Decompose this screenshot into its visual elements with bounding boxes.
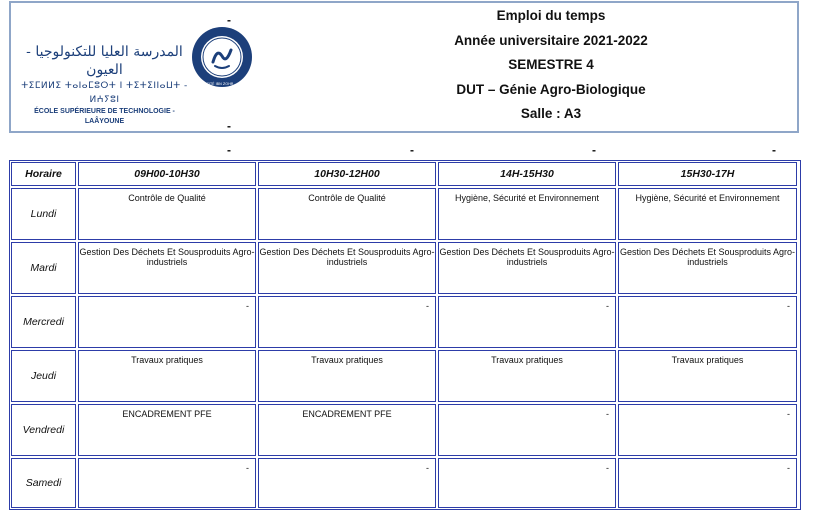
empty-slot — [438, 296, 616, 348]
dash-mark: - — [410, 143, 414, 157]
logo-tifinagh: ⵜⵉⵎⵍⵍⵉ ⵜⴰⵏⴰⵎⵓⵔⵜ ⵏ ⵜⵉⵜⵉⵏⵏⴰⵡⵜ - ⵍⵄⵢⵓⵏ — [21, 81, 188, 105]
slot-header: 10H30-12H00 — [258, 162, 436, 186]
course-slot: Travaux pratiques — [258, 350, 436, 402]
header-box — [9, 1, 799, 133]
course-slot: Hygiène, Sécurité et Environnement — [438, 188, 616, 240]
day-label: Lundi — [11, 188, 76, 240]
day-label: Jeudi — [11, 350, 76, 402]
course-slot: Gestion Des Déchets Et Sousproduits Agro-industriels — [78, 242, 256, 294]
logo-arabic: المدرسة العليا للتكنولوجيا - العيون — [26, 44, 183, 78]
seal-caption: UNIVERSITÉ IBN ZOHR - AGADIR — [193, 82, 251, 86]
course-slot: ENCADREMENT PFE — [258, 404, 436, 456]
empty-slot — [618, 296, 797, 348]
course-slot: Travaux pratiques — [438, 350, 616, 402]
course-slot: Travaux pratiques — [78, 350, 256, 402]
empty-slot — [78, 458, 256, 508]
course-slot: Gestion Des Déchets Et Sousproduits Agro-industriels — [258, 242, 436, 294]
empty-slot — [438, 458, 616, 508]
empty-slot — [78, 296, 256, 348]
dash-mark: - — [227, 119, 231, 133]
program: DUT – Génie Agro-Biologique — [456, 81, 646, 97]
slot-header: 15H30-17H — [618, 162, 797, 186]
semester: SEMESTRE 4 — [508, 57, 594, 72]
day-label: Vendredi — [11, 404, 76, 456]
course-slot: Contrôle de Qualité — [78, 188, 256, 240]
course-slot: Contrôle de Qualité — [258, 188, 436, 240]
empty-slot — [618, 458, 797, 508]
day-label: Mercredi — [11, 296, 76, 348]
course-slot: Gestion Des Déchets Et Sousproduits Agro-industriels — [618, 242, 797, 294]
dash-mark: - — [772, 143, 776, 157]
logo-french: ÉCOLE SUPÉRIEURE DE TECHNOLOGIE - LAÂYOUNE — [34, 108, 175, 125]
school-logo-text — [17, 43, 192, 127]
dash-mark: - — [227, 13, 231, 27]
slot-header: 14H-15H30 — [438, 162, 616, 186]
slot-header: 09H00-10H30 — [78, 162, 256, 186]
room: Salle : A3 — [520, 106, 582, 121]
timetable — [9, 160, 801, 510]
dash-mark: - — [592, 143, 596, 157]
empty-slot — [258, 296, 436, 348]
day-label: Samedi — [11, 458, 76, 508]
title-block — [341, 3, 761, 126]
empty-slot — [618, 404, 797, 456]
course-slot: ENCADREMENT PFE — [78, 404, 256, 456]
empty-slot — [258, 458, 436, 508]
course-slot: Gestion Des Déchets Et Sousproduits Agro-industriels — [438, 242, 616, 294]
dash-mark: - — [227, 143, 231, 157]
course-slot: Hygiène, Sécurité et Environnement — [618, 188, 797, 240]
doc-title: Emploi du temps — [496, 8, 606, 23]
course-slot: Travaux pratiques — [618, 350, 797, 402]
header-corner: Horaire — [11, 162, 76, 186]
academic-year: Année universitaire 2021-2022 — [454, 32, 648, 48]
university-seal-icon — [191, 26, 253, 88]
day-label: Mardi — [11, 242, 76, 294]
empty-slot — [438, 404, 616, 456]
